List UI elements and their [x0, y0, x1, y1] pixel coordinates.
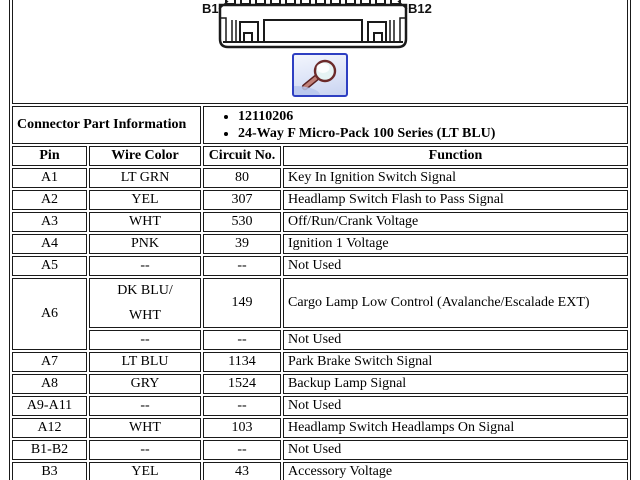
- wire-color-cell: GRY: [89, 374, 201, 394]
- wire-color-cell: --: [89, 330, 201, 350]
- circuit-cell: 149: [203, 278, 281, 328]
- wire-color-cell: YEL: [89, 190, 201, 210]
- circuit-cell: 1134: [203, 352, 281, 372]
- function-cell: Not Used: [283, 256, 628, 276]
- pin-cell: A1: [12, 168, 87, 188]
- pin-row-a7: [12, 352, 628, 372]
- wire-color-cell: LT BLU: [89, 352, 201, 372]
- wire-color-cell: [89, 278, 201, 328]
- pin-row-a6-notused: [12, 330, 628, 350]
- wire-color-cell: LT GRN: [89, 168, 201, 188]
- pin-row-a3: [12, 212, 628, 232]
- pin-b1-label: B1: [202, 1, 219, 16]
- header-wire-color: Wire Color: [89, 146, 201, 166]
- circuit-cell: 80: [203, 168, 281, 188]
- header-function: Function: [283, 146, 628, 166]
- pin-cell: B1-B2: [12, 440, 87, 460]
- pin-cell: A4: [12, 234, 87, 254]
- circuit-cell: 530: [203, 212, 281, 232]
- function-cell: Headlamp Switch Headlamps On Signal: [283, 418, 628, 438]
- circuit-cell: 1524: [203, 374, 281, 394]
- wire-color-cell: WHT: [89, 212, 201, 232]
- connector-part-info-values: [203, 106, 628, 144]
- pin-row-a1: [12, 168, 628, 188]
- function-cell: Park Brake Switch Signal: [283, 352, 628, 372]
- pin-cell: B3: [12, 462, 87, 480]
- pin-row-a5: [12, 256, 628, 276]
- pin-cell: A3: [12, 212, 87, 232]
- pin-row-a2: [12, 190, 628, 210]
- function-cell: Key In Ignition Switch Signal: [283, 168, 628, 188]
- circuit-cell: --: [203, 330, 281, 350]
- header-row: [12, 146, 628, 166]
- connector-pins: [226, 0, 400, 4]
- connector-drawing: [13, 0, 627, 44]
- circuit-cell: --: [203, 396, 281, 416]
- wire-color-line2: WHT: [129, 308, 161, 323]
- pin-cell: A8: [12, 374, 87, 394]
- circuit-cell: 39: [203, 234, 281, 254]
- pin-cell: A6: [12, 278, 87, 350]
- circuit-cell: 307: [203, 190, 281, 210]
- function-cell: Accessory Voltage: [283, 462, 628, 480]
- circuit-cell: 43: [203, 462, 281, 480]
- connector-art-cell: [12, 0, 628, 104]
- pin-b12-label: B12: [408, 1, 432, 16]
- wire-color-cell: --: [89, 440, 201, 460]
- pin-cell: A9-A11: [12, 396, 87, 416]
- pin-row-a4: [12, 234, 628, 254]
- magnifier-icon: [300, 59, 340, 91]
- function-cell: Off/Run/Crank Voltage: [283, 212, 628, 232]
- connector-body: [220, 5, 406, 47]
- function-cell: Not Used: [283, 396, 628, 416]
- header-pin: Pin: [12, 146, 87, 166]
- wire-color-cell: --: [89, 256, 201, 276]
- wire-color-cell: YEL: [89, 462, 201, 480]
- zoom-image-button[interactable]: [292, 53, 348, 97]
- wire-color-cell: --: [89, 396, 201, 416]
- pin-row-a8: [12, 374, 628, 394]
- pin-row-a6: [12, 278, 628, 328]
- function-cell: Not Used: [283, 330, 628, 350]
- wire-color-cell: PNK: [89, 234, 201, 254]
- pin-row-b3: [12, 462, 628, 480]
- pin-cell: A2: [12, 190, 87, 210]
- function-cell: Backup Lamp Signal: [283, 374, 628, 394]
- function-cell: Ignition 1 Voltage: [283, 234, 628, 254]
- circuit-cell: --: [203, 440, 281, 460]
- part-description: • 24-Way F Micro-Pack 100 Series (LT BLU): [238, 125, 624, 142]
- connector-part-info-label: Connector Part Information: [12, 106, 201, 144]
- function-cell: Headlamp Switch Flash to Pass Signal: [283, 190, 628, 210]
- circuit-cell: --: [203, 256, 281, 276]
- wire-color-cell: WHT: [89, 418, 201, 438]
- header-circuit-no: Circuit No.: [203, 146, 281, 166]
- pin-row-a12: [12, 418, 628, 438]
- pin-cell: A5: [12, 256, 87, 276]
- pin-cell: A7: [12, 352, 87, 372]
- function-cell: Not Used: [283, 440, 628, 460]
- pin-row-a9-a11: [12, 396, 628, 416]
- function-cell: Cargo Lamp Low Control (Avalanche/Escalade EXT): [283, 278, 628, 328]
- part-info-list: [207, 108, 624, 142]
- wire-color-line1: DK BLU/: [117, 283, 173, 298]
- pin-row-b1-b2: [12, 440, 628, 460]
- circuit-cell: 103: [203, 418, 281, 438]
- connector-pinout-table: [9, 0, 631, 480]
- pin-cell: A12: [12, 418, 87, 438]
- part-number: • 12110206: [238, 108, 624, 125]
